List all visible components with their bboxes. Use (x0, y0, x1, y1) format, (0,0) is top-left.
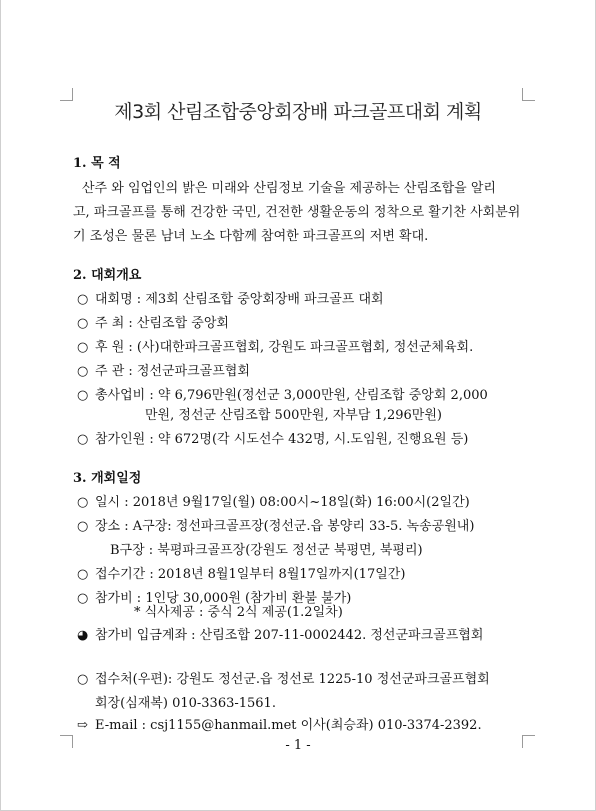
overview-item-budget: ○ 총사업비 : 약 6,796만원(정선군 3,000만원, 산림조합 중앙회 2,000 (77, 388, 488, 403)
section-1-line-2: 고, 파크골프를 통해 건강한 국민, 건전한 생활운동의 정착으로 활기찬 사회분위 (73, 205, 521, 220)
circle-bullet-icon: ○ (77, 432, 89, 447)
contact-email: ⇨ E-mail : csj1155@hanmail.met 이사(최승좌) 010-3374-2392. (77, 718, 482, 733)
circle-bullet-icon: ○ (77, 292, 89, 307)
overview-item-organizer: ○ 주 관 : 정선군파크골프협회 (77, 364, 250, 379)
schedule-item-datetime: ○ 일시 : 2018년 9월17일(월) 08:00시~18일(화) 16:00시(2일간) (77, 495, 470, 510)
overview-item-host: ○ 주 최 : 산림조합 중앙회 (77, 316, 229, 331)
section-2-heading: 2. 대회개요 (73, 268, 142, 283)
section-1-line-3: 기 조성은 물론 남녀 노소 다함께 참여한 파크골프의 저변 확대. (73, 229, 429, 244)
overview-item-name: ○ 대회명 : 제3회 산림조합 중앙회장배 파크골프 대회 (77, 292, 384, 307)
circle-bullet-icon: ○ (77, 316, 89, 331)
section-3-heading: 3. 개회일정 (73, 471, 142, 486)
overview-item-participants: ○ 참가인원 : 약 672명(각 시도선수 432명, 시.도임원, 진행요원 등) (77, 432, 469, 447)
circle-bullet-icon: ○ (77, 567, 89, 582)
document-title: 제3회 산림조합중앙회장배 파크골프대회 계획 (114, 101, 482, 123)
contact-address: ○ 접수처(우편): 강원도 정선군.읍 정선로 1225-10 정선군파크골프협회 (77, 672, 490, 687)
schedule-item-account: ◕ 참가비 입금계좌 : 산림조합 207-11-0002442. 정선군파크골프협회 (77, 628, 484, 643)
page-number: - 1 - (285, 738, 311, 753)
circle-bullet-icon: ○ (77, 364, 89, 379)
right-arrow-icon: ⇨ (77, 718, 88, 733)
overview-item-sponsor: ○ 후 원 : (사)대한파크골프협회, 강원도 파크골프협회, 정선군체육회. (77, 340, 474, 355)
schedule-item-registration: ○ 접수기간 : 2018년 8월1일부터 8월17일까지(17일간) (77, 567, 406, 582)
section-1-heading: 1. 목 적 (73, 156, 121, 171)
circle-bullet-icon: ○ (77, 388, 89, 403)
schedule-item-venue-a: ○ 장소 : A구장: 정선파크골프장(정선군.읍 봉양리 33-5. 녹송공원내) (77, 519, 475, 534)
half-filled-circle-icon: ◕ (77, 628, 89, 643)
circle-bullet-icon: ○ (77, 340, 89, 355)
circle-bullet-icon: ○ (77, 591, 89, 606)
schedule-item-meal: * 식사제공 : 중식 2식 제공(1.2일차) (134, 605, 343, 620)
circle-bullet-icon: ○ (77, 672, 89, 687)
circle-bullet-icon: ○ (77, 519, 89, 534)
circle-bullet-icon: ○ (77, 495, 89, 510)
schedule-item-venue-b: B구장 : 북평파크골프장(강원도 정선군 북평면, 북평리) (110, 543, 423, 558)
schedule-item-fee: ○ 참가비 : 1인당 30,000원 (참가비 환불 불가) (77, 591, 352, 606)
contact-president: 회장(심재복) 010-3363-1561. (95, 696, 276, 711)
section-1-line-1: 산주 와 임업인의 밝은 미래와 산림정보 기술을 제공하는 산림조합을 알리 (82, 181, 496, 196)
overview-item-budget-cont: 만원, 정선군 산림조합 500만원, 자부담 1,296만원) (145, 408, 442, 423)
